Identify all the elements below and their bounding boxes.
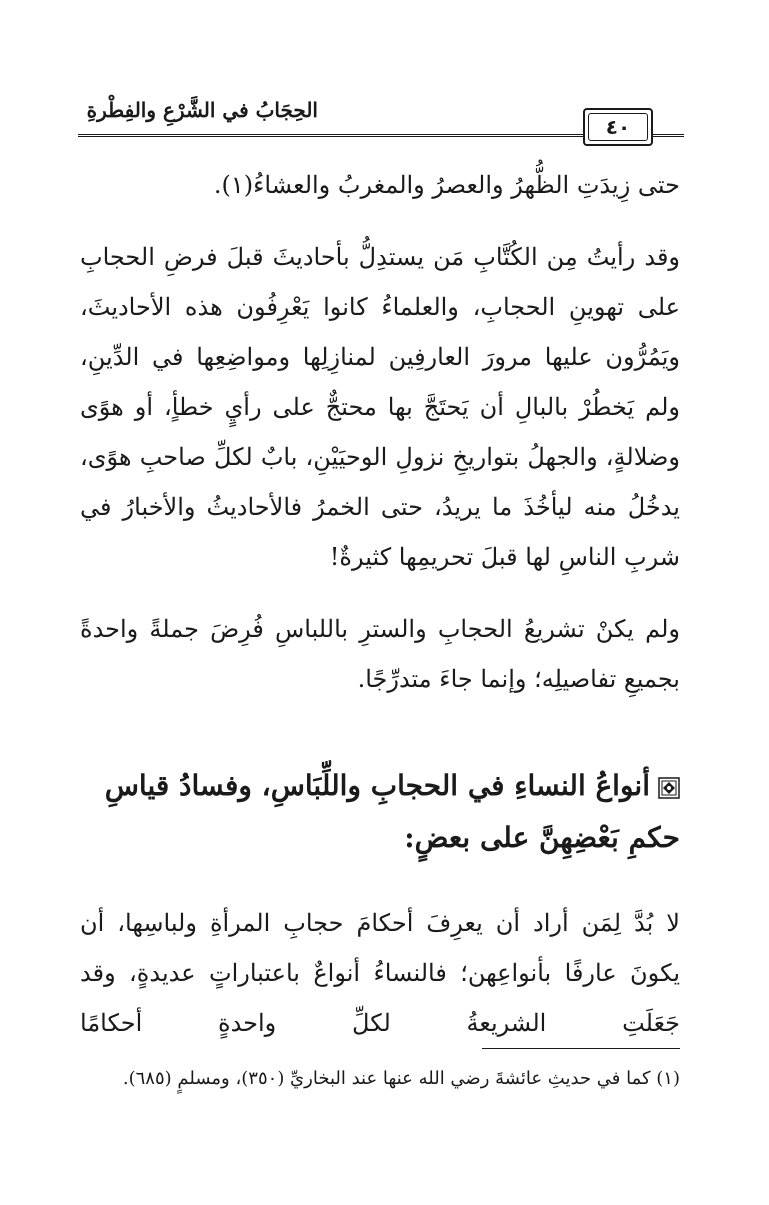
header-rule-end (651, 134, 684, 137)
section-heading-text: أنواعُ النساءِ في الحجابِ واللِّبَاسِ، وفسادُ قياسِ حكمِ بَعْضِهِنَّ على بعضٍ: (104, 769, 680, 854)
paragraph: ولم يكنْ تشريعُ الحجابِ والسترِ باللباسِ فُرِضَ جملةً واحدةً بجميعِ تفاصيلِه؛ وإنما جاءَ متدرِّجًا. (80, 615, 680, 693)
paragraph: حتى زِيدَتِ الظُّهرُ والعصرُ والمغربُ والعشاءُ(١). (213, 171, 680, 199)
body-text (80, 160, 680, 704)
header-rule (78, 134, 583, 137)
running-title: الحِجَابُ في الشَّرْعِ والفِطْرةِ (86, 98, 318, 122)
ornament-square-icon (658, 777, 680, 799)
page-number-frame (583, 108, 653, 146)
page-header (78, 94, 684, 146)
section-heading (80, 760, 680, 864)
page-number: ٤٠ (588, 113, 648, 141)
paragraph: وقد رأيتُ مِن الكُتَّابِ مَن يستدِلُّ بأحاديثَ قبلَ فرضِ الحجابِ على تهوينِ الحجابِ، والعلماءُ كانوا يَعْرِفُون هذه الأحاديثَ، ويَمُرُّون عليها مرورَ العارفِين لمنازِلِها ومواضِعِها في الدِّينِ، ولم يَخطُرْ بالبالِ أن يَحتَجَّ بها محتجٌّ على رأيٍ خطأٍ، أو هوًى وضلالةٍ، والجهلُ بتواريخِ نزولِ الوحيَيْنِ، بابٌ لكلِّ صاحبِ هوًى، يدخُلُ منه ليأخُذَ ما يريدُ، حتى الخمرُ فالأحاديثُ والأخبارُ في شربِ الناسِ لها قبلَ تحريمِها كثيرةٌ! (80, 243, 680, 571)
footnote: (١) كما في حديثِ عائشةَ رضي الله عنها عند البخاريِّ (٣٥٠)، ومسلمٍ (٦٨٥). (122, 1068, 680, 1089)
footnote-divider (482, 1048, 680, 1049)
section-paragraph: لا بُدَّ لِمَن أراد أن يعرِفَ أحكامَ حجابِ المرأةِ ولباسِها، أن يكونَ عارفًا بأنواعِهن؛ فالنساءُ أنواعٌ باعتباراتٍ عديدةٍ، وقد جَعَلَتِ الشريعةُ لكلِّ واحدةٍ أحكامًا (80, 909, 680, 1037)
